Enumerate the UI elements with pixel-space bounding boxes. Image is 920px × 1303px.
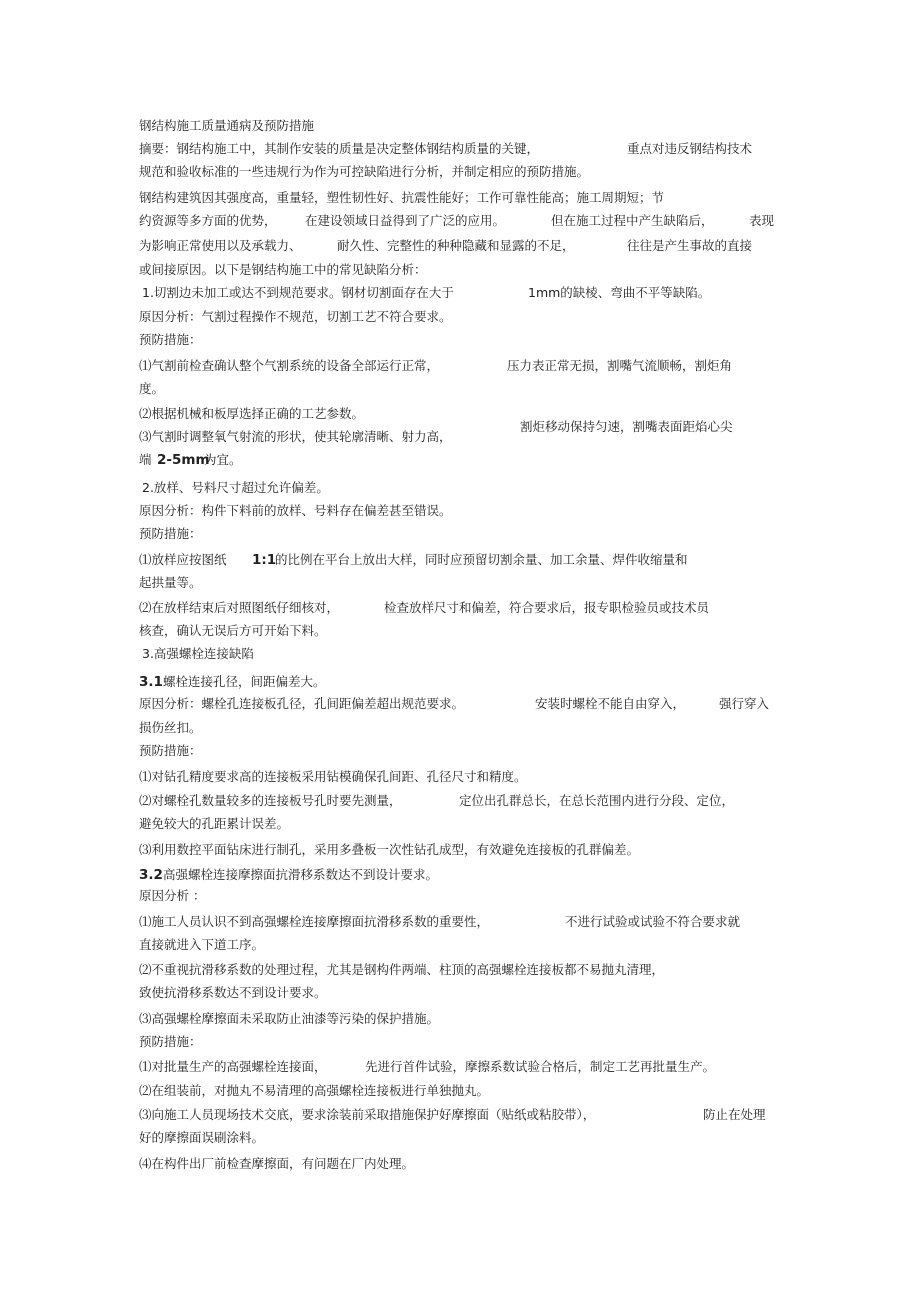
text-line-40-seg-2: 先进行首件试验，摩擦系数试验合格后，制定工艺再批量生产。 <box>365 1059 716 1074</box>
text-line-19-seg-3: 的比例在平台上放出大样，同时应预留切割余量、加工余量、焊件收缩量和 <box>275 552 688 567</box>
text-line-25-seg-2: 安装时螺栓不能自由穿入， <box>535 696 686 711</box>
text-line-27-seg-1: 预防措施： <box>139 743 202 758</box>
text-line-39-seg-1: 预防措施： <box>139 1034 202 1049</box>
text-line-1-seg-2: 重点对违反钢结构技术 <box>627 141 753 156</box>
text-line-32-seg-1: 3.2 <box>139 867 163 883</box>
text-line-29-seg-2: 定位出孔群总长，在总长范围内进行分段、定位， <box>459 793 735 808</box>
text-line-34-seg-2: 不进行试验或试验不符合要求就 <box>565 914 741 929</box>
text-line-40-seg-1: ⑴对批量生产的高强螺栓连接面， <box>139 1059 327 1074</box>
text-line-43-seg-1: 好的摩擦面误刷涂料。 <box>139 1130 265 1145</box>
text-line-42-seg-1: ⑶向施工人员现场技术交底，要求涂装前采取措施保护好摩擦面（贴纸或粘胶带）， <box>139 1107 596 1122</box>
text-line-41-seg-1: ⑵在组装前，对抛丸不易清理的高强螺栓连接板进行单独抛丸。 <box>139 1083 490 1098</box>
text-line-37-seg-1: 致使抗滑移系数达不到设计要求。 <box>139 985 327 1000</box>
text-line-44-seg-1: ⑷在构件出厂前检查摩擦面，有问题在厂内处理。 <box>139 1156 415 1171</box>
text-line-2-seg-1: 规范和验收标准的一些违规行为作为可控缺陷进行分析，并制定相应的预防措施。 <box>139 164 590 179</box>
text-line-9-seg-1: 预防措施： <box>139 332 202 347</box>
text-line-21-seg-1: ⑵在放样结束后对照图纸仔细核对， <box>139 600 340 615</box>
text-line-14-seg-1: ⑶气割时调整氧气射流的形状，使其轮廓清晰、射力高， <box>139 429 452 444</box>
text-line-33-seg-1: 原因分析 ： <box>139 888 206 903</box>
text-line-8-seg-1: 原因分析：气割过程操作不规范，切割工艺不符合要求。 <box>139 309 452 324</box>
text-line-30-seg-1: 避免较大的孔距累计误差。 <box>139 816 290 831</box>
text-line-4-seg-4: 表现 <box>749 213 775 228</box>
text-line-29-seg-1: ⑵对螺栓孔数量较多的连接板号孔时要先测量， <box>139 793 402 808</box>
text-line-26-seg-1: 损伤丝扣。 <box>139 720 202 735</box>
document-title: 钢结构施工质量通病及预防措施 <box>139 118 315 133</box>
text-line-19-seg-1: ⑴放样应按图纸 <box>139 552 227 567</box>
text-line-5-seg-2: 耐久性、完整性的种种隐藏和显露的不足， <box>337 238 575 253</box>
text-line-5-seg-3: 往往是产生事故的直接 <box>627 238 753 253</box>
text-line-1-seg-1: 摘要：钢结构施工中，其制作安装的质量是决定整体钢结构质量的关键， <box>139 141 540 156</box>
text-line-7-seg-2: 1mm的缺棱、弯曲不平等缺陷。 <box>528 285 711 300</box>
text-line-17-seg-1: 原因分析：构件下料前的放样、号料存在偏差甚至错误。 <box>139 503 452 518</box>
text-line-25-seg-3: 强行穿入 <box>719 696 770 711</box>
text-line-10-seg-1: ⑴气割前检查确认整个气割系统的设备全部运行正常， <box>139 358 440 373</box>
text-line-20-seg-1: 起拱量等。 <box>139 575 202 590</box>
text-line-18-seg-1: 预防措施： <box>139 526 202 541</box>
text-line-22-seg-1: 核查，确认无误后方可开始下料。 <box>139 623 327 638</box>
text-line-35-seg-1: 直接就进入下道工序。 <box>139 937 265 952</box>
text-line-36-seg-1: ⑵不重视抗滑移系数的处理过程，尤其是钢构件两端、柱顶的高强螺栓连接板都不易抛丸清理， <box>139 962 665 977</box>
text-line-31-seg-1: ⑶利用数控平面钻床进行制孔，采用多叠板一次性钻孔成型，有效避免连接板的孔群偏差。 <box>139 842 640 857</box>
text-line-38-seg-1: ⑶高强螺栓摩擦面未采取防止油漆等污染的保护措施。 <box>139 1011 440 1026</box>
text-line-32-seg-2: 高强螺栓连接摩擦面抗滑移系数达不到设计要求。 <box>163 867 439 882</box>
text-line-12-seg-1: ⑵根据机械和板厚选择正确的工艺参数。 <box>139 406 365 421</box>
text-line-25-seg-1: 原因分析：螺栓孔连接板孔径，孔间距偏差超出规范要求。 <box>139 696 465 711</box>
text-line-23-seg-1: 3.高强螺栓连接缺陷 <box>142 646 254 661</box>
text-line-13-seg-1: 割炬移动保持匀速，割嘴表面距焰心尖 <box>520 419 733 434</box>
text-line-10-seg-2: 压力表正常无损，割嘴气流顺畅，割炬角 <box>507 358 733 373</box>
text-line-28-seg-1: ⑴对钻孔精度要求高的连接板采用钻模确保孔间距、孔径尺寸和精度。 <box>139 769 527 784</box>
text-line-11-seg-1: 度。 <box>139 381 165 396</box>
text-line-4-seg-2: 在建设领域日益得到了广泛的应用。 <box>305 213 506 228</box>
text-line-19-seg-2: 1:1 <box>252 552 277 568</box>
text-line-5-seg-1: 为影响正常使用以及承载力、 <box>139 238 302 253</box>
text-line-24-seg-2: 螺栓连接孔径，间距偏差大。 <box>163 674 326 689</box>
text-line-6-seg-1: 或间接原因。以下是钢结构施工中的常见缺陷分析： <box>139 262 427 277</box>
text-line-15-seg-2: 2-5mm <box>157 452 210 468</box>
text-line-4-seg-3: 但在施工过程中产生缺陷后， <box>551 213 714 228</box>
text-line-21-seg-2: 检查放样尺寸和偏差，符合要求后，报专职检验员或技术员 <box>384 600 710 615</box>
text-line-4-seg-1: 约资源等多方面的优势， <box>139 213 277 228</box>
text-line-15-seg-3: 为宜。 <box>204 452 242 467</box>
text-line-7-seg-1: 1.切割边未加工或达不到规范要求。钢材切割面存在大于 <box>142 285 454 300</box>
text-line-42-seg-2: 防止在处理 <box>703 1107 766 1122</box>
text-line-16-seg-1: 2.放样、号料尺寸超过允许偏差。 <box>142 480 329 495</box>
text-line-15-seg-1: 端 <box>139 452 152 467</box>
text-line-3-seg-1: 钢结构建筑因其强度高，重量轻，塑性韧性好、抗震性能好；工作可靠性能高；施工周期短；节 <box>139 190 665 205</box>
text-line-24-seg-1: 3.1 <box>139 674 163 690</box>
text-line-34-seg-1: ⑴施工人员认识不到高强螺栓连接摩擦面抗滑移系数的重要性， <box>139 914 490 929</box>
